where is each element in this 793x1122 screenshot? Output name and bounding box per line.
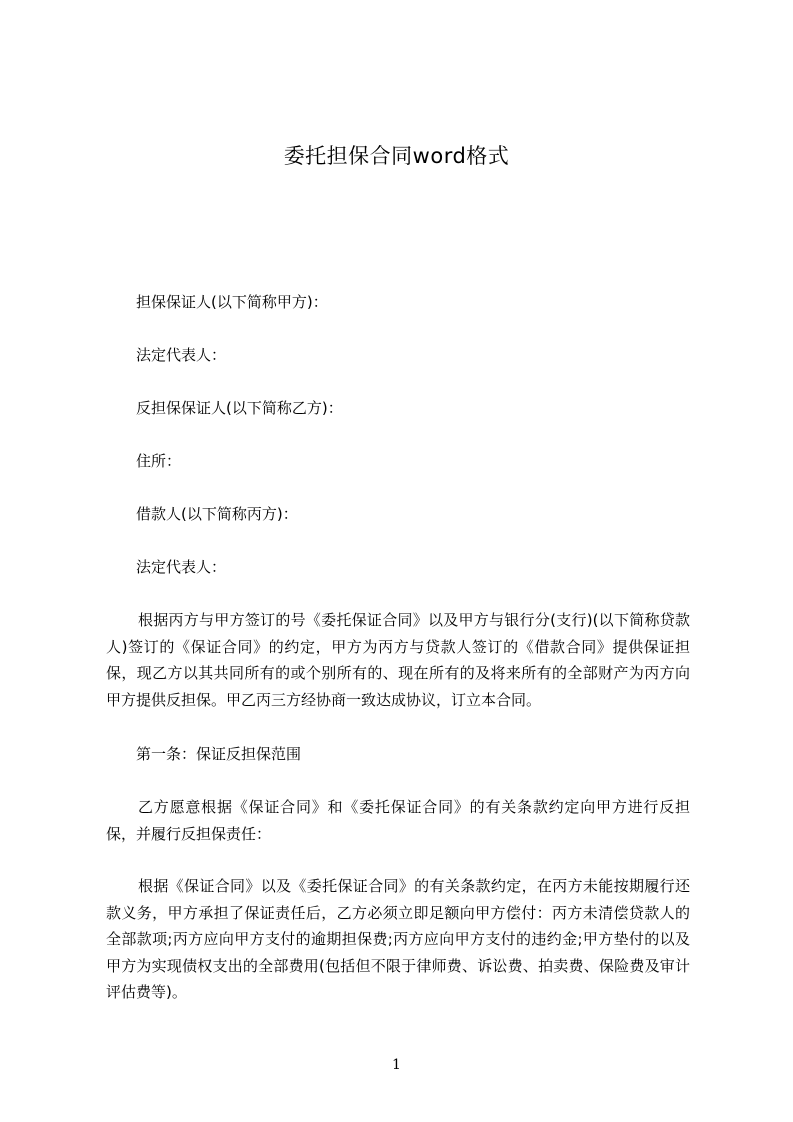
- field-address: 住所：: [136, 452, 182, 470]
- article-1-paragraph-1: 乙方愿意根据《保证合同》和《委托保证合同》的有关条款约定向甲方进行反担保，并履行反担保责任：: [106, 798, 690, 843]
- preamble-paragraph: 根据丙方与甲方签订的号《委托保证合同》以及甲方与银行分(支行)(以下简称贷款人)签订的《保证合同》的约定，甲方为丙方与贷款人签订的《借款合同》提供保证担保，现乙方以其共同所有的或个别所有的、现在所有的及将来所有的全部财产为丙方向甲方提供反担保。甲乙丙三方经协商一致达成协议，订立本合同。: [106, 611, 690, 709]
- field-counter-guarantor: 反担保保证人(以下简称乙方)：: [136, 399, 343, 417]
- field-legal-representative-guarantor: 法定代表人：: [136, 346, 227, 364]
- field-borrower: 借款人(以下简称丙方)：: [136, 505, 298, 523]
- field-legal-representative-borrower: 法定代表人：: [136, 558, 227, 576]
- field-guarantor: 担保保证人(以下简称甲方)：: [136, 293, 328, 311]
- page-title: 委托担保合同word格式: [283, 144, 510, 168]
- article-1-heading: 第一条：保证反担保范围: [136, 745, 302, 763]
- article-1-paragraph-2: 根据《保证合同》以及《委托保证合同》的有关条款约定，在丙方未能按期履行还款义务，甲方承担了保证责任后，乙方必须立即足额向甲方偿付：丙方未清偿贷款人的全部款项;丙方应向甲方支付的逾期担保费;丙方应向甲方支付的违约金;甲方垫付的以及甲方为实现债权支出的全部费用(包括但不限于律师费、诉讼费、拍卖费、保险费及审计评估费等)。: [106, 877, 690, 1001]
- page-number: 1: [392, 1057, 401, 1073]
